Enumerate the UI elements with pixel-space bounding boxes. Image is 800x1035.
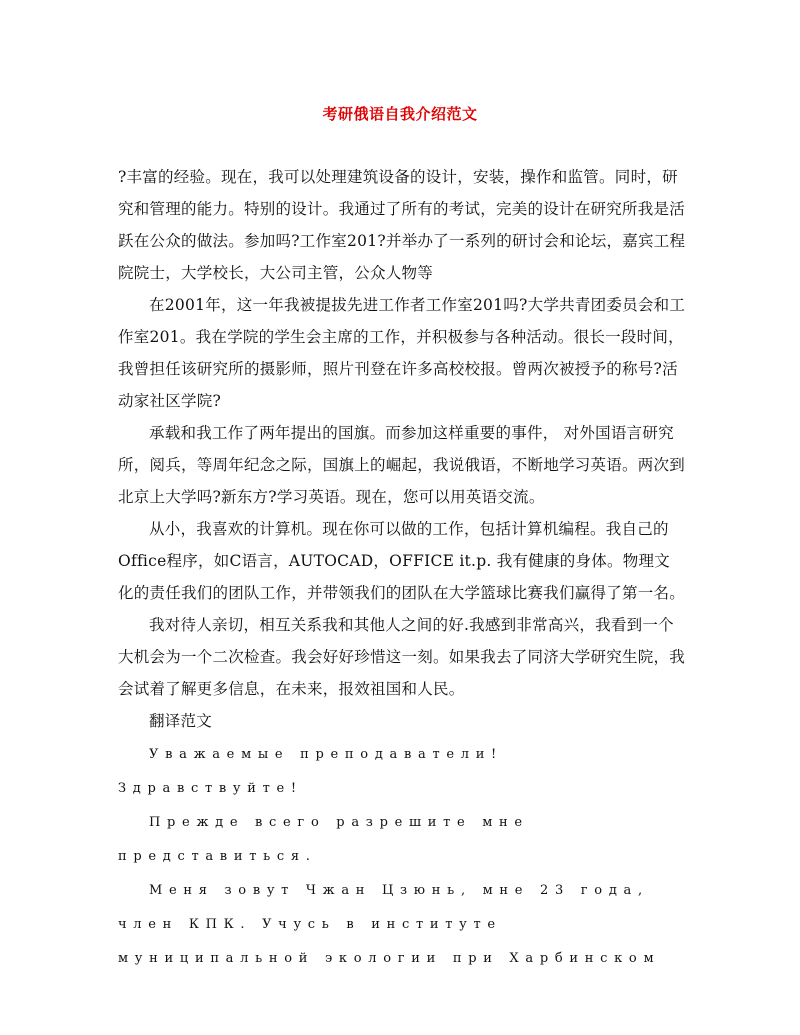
paragraph-line: 在2001年，这一年我被提拔先进工作者工作室201吗?大学共青团委员会和工 bbox=[149, 296, 686, 314]
section-heading: 翻译范文 bbox=[149, 712, 213, 730]
russian-line: Уважаемые преподаватели! bbox=[149, 747, 503, 762]
russian-line: муниципальной экологии при Харбинском bbox=[118, 951, 661, 966]
paragraph-line: 动家社区学院? bbox=[118, 392, 222, 410]
paragraph-line: 我曾担任该研究所的摄影师，照片刊登在许多高校校报。曾两次被授予的称号?活 bbox=[118, 360, 678, 378]
document-title: 考研俄语自我介绍范文 bbox=[322, 105, 478, 123]
paragraph-line: 大机会为一个二次检查。我会好好珍惜这一刻。如果我去了同济大学研究生院，我 bbox=[118, 648, 686, 666]
paragraph-line: 从小，我喜欢的计算机。现在你可以做的工作，包括计算机编程。我自己的 bbox=[149, 520, 669, 538]
paragraph-line: 化的责任我们的团队工作，并带领我们的团队在大学篮球比赛我们赢得了第一名。 bbox=[118, 584, 686, 602]
russian-line: член КПК. Учусь в институте bbox=[118, 917, 502, 932]
paragraph-line: 所，阅兵，等周年纪念之际，国旗上的崛起，我说俄语，不断地学习英语。两次到 bbox=[118, 456, 686, 474]
paragraph-line: 承载和我工作了两年提出的国旗。而参加这样重要的事件， 对外国语言研究 bbox=[149, 424, 674, 442]
paragraph-line: 作室201。我在学院的学生会主席的工作，并积极参与各种活动。很长一段时间， bbox=[118, 328, 684, 346]
paragraph-line: 跃在公众的做法。参加吗?工作室201?并举办了一系列的研讨会和论坛，嘉宾工程 bbox=[118, 232, 686, 250]
paragraph-line: 我对待人亲切，相互关系我和其他人之间的好.我感到非常高兴，我看到一个 bbox=[149, 616, 674, 634]
paragraph-line: ?丰富的经验。现在，我可以处理建筑设备的设计，安装，操作和监管。同时，研 bbox=[118, 168, 678, 186]
paragraph-line: 究和管理的能力。特别的设计。我通过了所有的考试，完美的设计在研究所我是活 bbox=[118, 200, 686, 218]
paragraph-line: 北京上大学吗?新东方?学习英语。现在，您可以用英语交流。 bbox=[118, 488, 545, 506]
russian-line: представиться. bbox=[118, 849, 317, 864]
paragraph-line: Office程序，如C语言，AUTOCAD，OFFICE it.p. 我有健康的身体。物理文 bbox=[118, 552, 670, 570]
paragraph-line: 会试着了解更多信息，在未来，报效祖国和人民。 bbox=[118, 680, 465, 698]
russian-line: Здравствуйте! bbox=[118, 781, 303, 796]
russian-line: Меня зовут Чжан Цзюнь, мне 23 года, bbox=[149, 883, 649, 898]
paragraph-line: 院院士，大学校长，大公司主管，公众人物等 bbox=[118, 264, 434, 282]
russian-line: Прежде всего разрешите мне bbox=[149, 815, 529, 830]
